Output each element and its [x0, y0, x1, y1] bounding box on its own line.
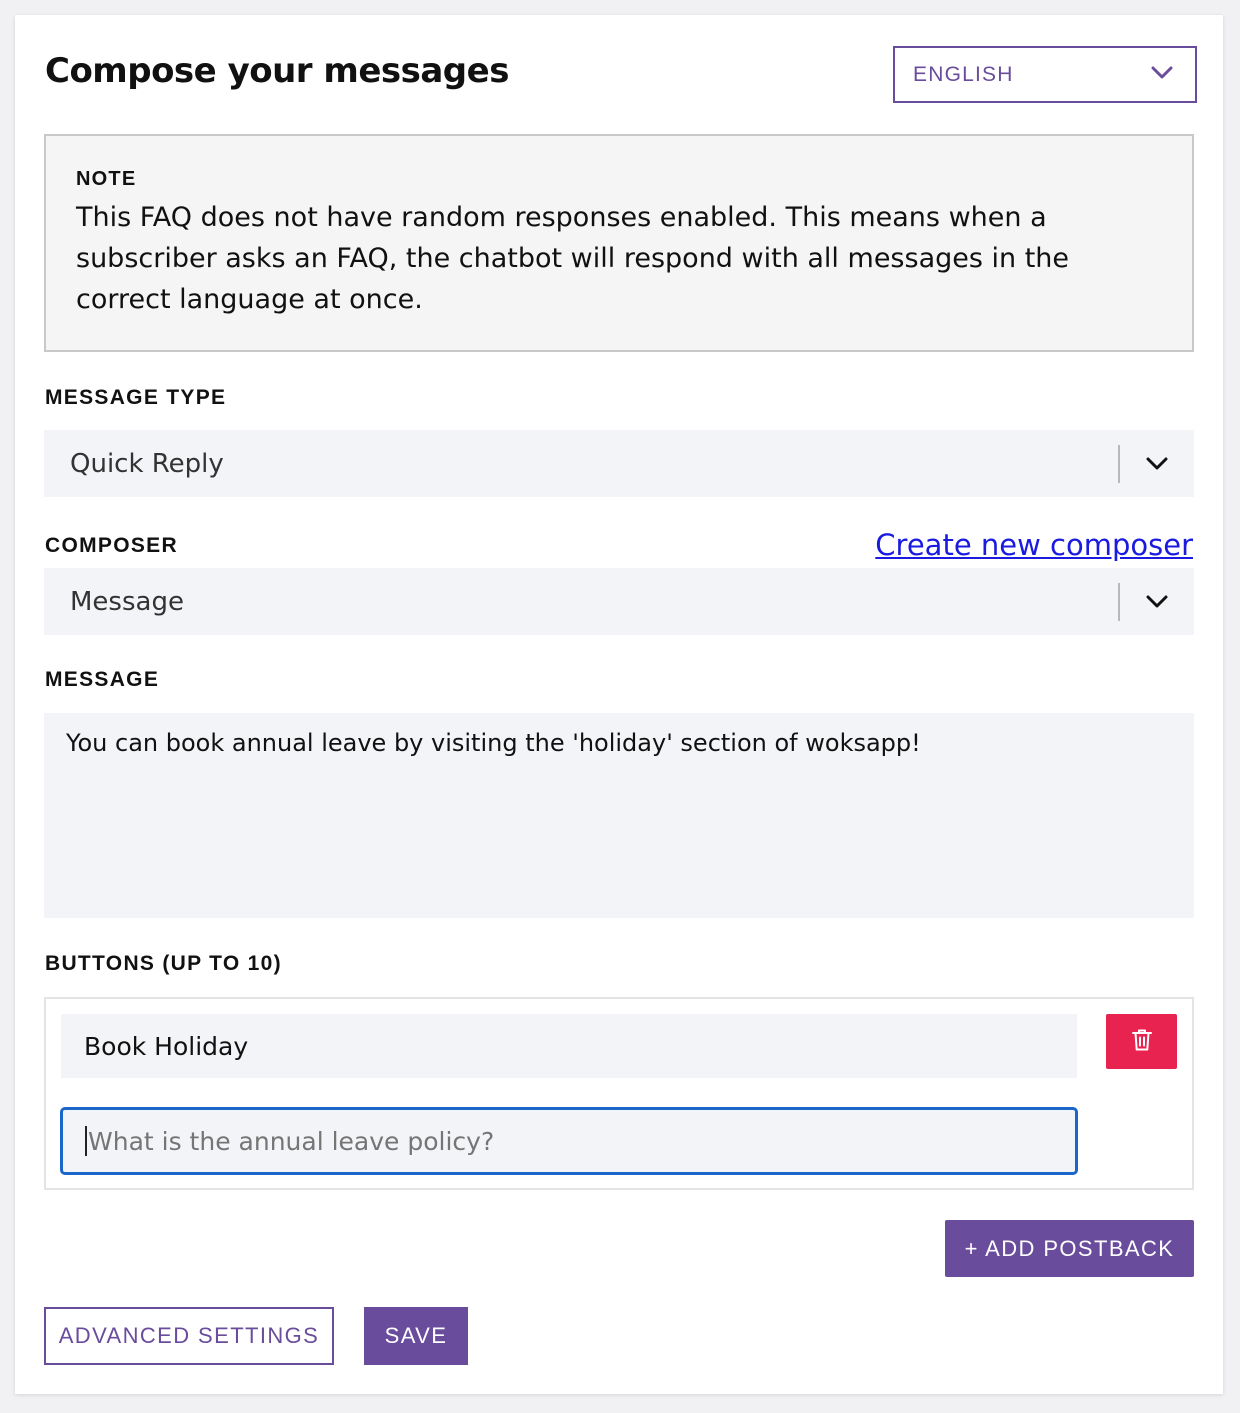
note-heading: NOTE [76, 168, 137, 190]
delete-button[interactable] [1106, 1014, 1177, 1069]
note-body: This FAQ does not have random responses enabled. This means when a subscriber asks an FAQ, the chatbot will respond with all messages in the correct language at once. [76, 202, 1070, 315]
message-type-label: MESSAGE TYPE [45, 386, 227, 409]
language-select-value: ENGLISH [913, 62, 1014, 86]
note-box [44, 134, 1194, 352]
button-title-input[interactable]: Book Holiday [61, 1014, 1077, 1078]
create-new-composer-link[interactable]: Create new composer [875, 528, 1193, 562]
chevron-down-icon [1120, 595, 1194, 609]
message-textarea[interactable]: You can book annual leave by visiting the 'holiday' section of woksapp! [44, 713, 1194, 918]
save-button[interactable]: SAVE [364, 1307, 468, 1365]
chevron-down-icon [1151, 65, 1173, 84]
compose-card [15, 15, 1223, 1394]
message-label: MESSAGE [45, 668, 160, 691]
composer-select[interactable] [44, 568, 1194, 635]
trash-icon [1131, 1028, 1153, 1056]
advanced-settings-button[interactable]: ADVANCED SETTINGS [44, 1307, 334, 1365]
text-caret [85, 1126, 87, 1156]
composer-label: COMPOSER [45, 534, 178, 557]
postback-placeholder: What is the annual leave policy? [88, 1126, 495, 1156]
add-postback-button[interactable]: + ADD POSTBACK [945, 1220, 1194, 1277]
chevron-down-icon [1120, 457, 1194, 471]
postback-input[interactable] [60, 1107, 1078, 1175]
composer-value: Message [70, 586, 184, 617]
message-type-value: Quick Reply [70, 448, 224, 479]
message-type-select[interactable] [44, 430, 1194, 497]
language-select[interactable] [893, 46, 1197, 103]
page-title: Compose your messages [45, 51, 509, 91]
buttons-label: BUTTONS (UP TO 10) [45, 952, 282, 975]
